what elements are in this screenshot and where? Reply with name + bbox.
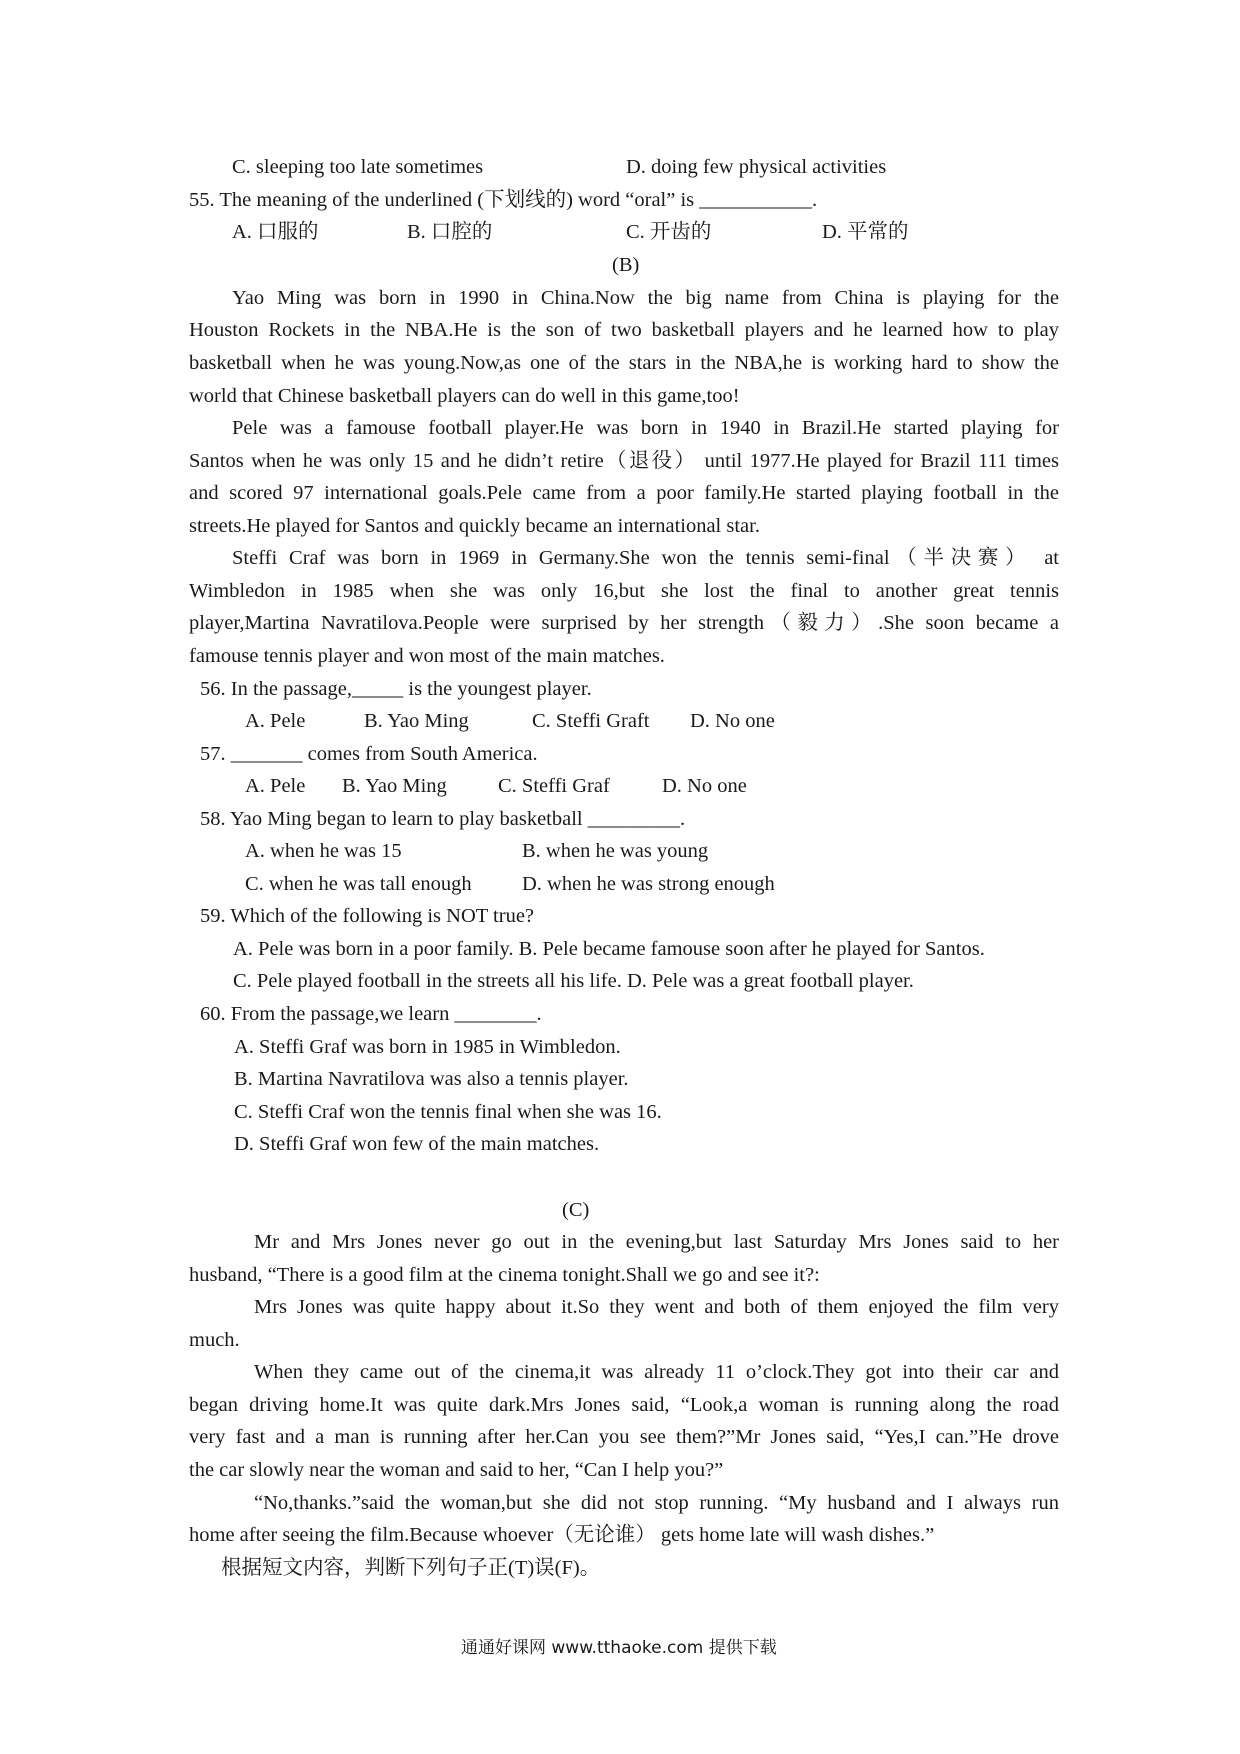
q58-option-c: C. when he was tall enough — [245, 873, 472, 895]
passage-b-line: famouse tennis player and won most of the main matches. — [189, 645, 665, 667]
passage-c-heading: (C) — [562, 1199, 590, 1221]
q55-option-b: B. 口腔的 — [407, 221, 493, 243]
passage-b-line: streets.He played for Santos and quickly became an international star. — [189, 515, 760, 537]
passage-b-heading: (B) — [612, 254, 640, 276]
passage-c-line: began driving home.It was quite dark.Mrs Jones said, “Look,a woman is running along the road — [189, 1394, 1059, 1416]
q58-option-b: B. when he was young — [522, 840, 709, 862]
q56-option-b: B. Yao Ming — [364, 710, 469, 732]
passage-c-line: Mrs Jones was quite happy about it.So they went and both of them enjoyed the film very — [254, 1296, 1059, 1318]
passage-b-line: player,Martina Navratilova.People were surprised by her strength（毅力）.She soon became a — [189, 612, 1059, 634]
q60-option-c: C. Steffi Craf won the tennis final when she was 16. — [234, 1101, 662, 1123]
passage-c-line: the car slowly near the woman and said to her, “Can I help you?” — [189, 1459, 724, 1481]
q56-option-a: A. Pele — [245, 710, 306, 732]
q60-option-d: D. Steffi Graf won few of the main matches. — [234, 1133, 600, 1155]
q57-option-a: A. Pele — [245, 775, 306, 797]
passage-c-line: very fast and a man is running after her.Can you see them?”Mr Jones said, “Yes,I can.”He drove — [189, 1426, 1059, 1448]
q59-stem: 59. Which of the following is NOT true? — [200, 905, 535, 927]
q54-option-d: D. doing few physical activities — [626, 156, 887, 178]
passage-b-line: Yao Ming was born in 1990 in China.Now the big name from China is playing for the — [232, 287, 1059, 309]
passage-b-line: world that Chinese basketball players can do well in this game,too! — [189, 385, 740, 407]
passage-b-line: Santos when he was only 15 and he didn’t retire（退役） until 1977.He played for Brazil 111 times — [189, 450, 1059, 472]
passage-c-line: husband, “There is a good film at the cinema tonight.Shall we go and see it?: — [189, 1264, 820, 1286]
passage-c-line: much. — [189, 1329, 240, 1351]
passage-b-line: Houston Rockets in the NBA.He is the son of two basketball players and he learned how to play — [189, 319, 1059, 341]
q58-option-a: A. when he was 15 — [245, 840, 402, 862]
q56-option-d: D. No one — [690, 710, 775, 732]
q55-option-c: C. 开齿的 — [626, 221, 712, 243]
q59-options-cd: C. Pele played football in the streets all his life. D. Pele was a great football player. — [233, 970, 914, 992]
q55-option-a: A. 口服的 — [232, 221, 319, 243]
passage-c-line: “No,thanks.”said the woman,but she did not stop running. “My husband and I always run — [254, 1492, 1059, 1514]
q60-option-b: B. Martina Navratilova was also a tennis player. — [234, 1068, 629, 1090]
q58-option-d: D. when he was strong enough — [522, 873, 775, 895]
passage-b-line: and scored 97 international goals.Pele came from a poor family.He started playing football in the — [189, 482, 1059, 504]
passage-c-line: home after seeing the film.Because whoever（无论谁） gets home late will wash dishes.” — [189, 1524, 935, 1546]
tf-instruction: 根据短文内容，判断下列句子正(T)误(F)。 — [221, 1557, 601, 1579]
q55-option-d: D. 平常的 — [822, 221, 909, 243]
q55-stem: 55. The meaning of the underlined (下划线的) word “oral” is ___________. — [189, 189, 818, 211]
passage-b-line: Steffi Craf was born in 1969 in Germany.She won the tennis semi-final（半决赛） at — [232, 547, 1059, 569]
passage-b-line: basketball when he was young.Now,as one of the stars in the NBA,he is working hard to show the — [189, 352, 1059, 374]
q54-option-c: C. sleeping too late sometimes — [232, 156, 484, 178]
q57-option-d: D. No one — [662, 775, 747, 797]
passage-b-line: Wimbledon in 1985 when she was only 16,but she lost the final to another great tennis — [189, 580, 1059, 602]
q56-stem: 56. In the passage,_____ is the youngest player. — [200, 678, 592, 700]
q58-stem: 58. Yao Ming began to learn to play basketball _________. — [200, 808, 686, 830]
passage-c-line: When they came out of the cinema,it was already 11 o’clock.They got into their car and — [254, 1361, 1059, 1383]
q57-stem: 57. _______ comes from South America. — [200, 743, 538, 765]
page-footer: 通通好课网 www.tthaoke.com 提供下载 — [461, 1638, 777, 1658]
passage-b-line: Pele was a famouse football player.He was born in 1940 in Brazil.He started playing for — [232, 417, 1059, 439]
q60-stem: 60. From the passage,we learn ________. — [200, 1003, 542, 1025]
passage-c-line: Mr and Mrs Jones never go out in the evening,but last Saturday Mrs Jones said to her — [254, 1231, 1059, 1253]
q57-option-c: C. Steffi Graf — [498, 775, 610, 797]
q56-option-c: C. Steffi Graft — [532, 710, 650, 732]
q59-options-ab: A. Pele was born in a poor family. B. Pele became famouse soon after he played for Santos. — [233, 938, 985, 960]
q57-option-b: B. Yao Ming — [342, 775, 447, 797]
q60-option-a: A. Steffi Graf was born in 1985 in Wimbledon. — [234, 1036, 621, 1058]
